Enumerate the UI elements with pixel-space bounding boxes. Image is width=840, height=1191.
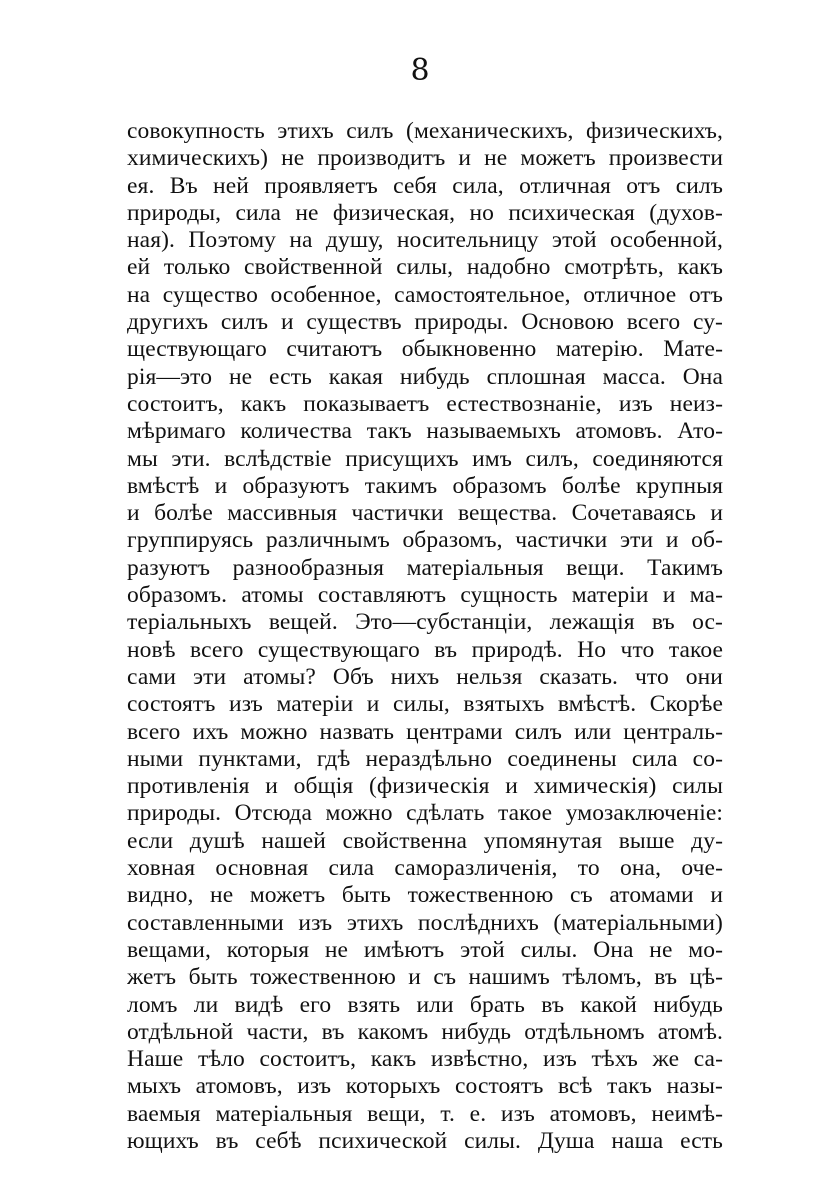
- text-line: на существо особенное, самостоятельное, отличное отъ: [127, 281, 723, 308]
- text-line: составленными изъ этихъ послѣднихъ (матеріальными): [127, 909, 723, 936]
- text-line: ломъ ли видѣ его взять или брать въ какой нибудь: [127, 991, 723, 1018]
- text-line: всего ихъ можно назвать центрами силъ или централь-: [127, 718, 723, 745]
- text-line: природы, сила не физическая, но психическая (духов-: [127, 199, 723, 226]
- text-line: Наше тѣло состоитъ, какъ извѣстно, изъ тѣхъ же са-: [127, 1046, 723, 1073]
- text-line: ществующаго считаютъ обыкновенно матерію. Мате-: [127, 336, 723, 363]
- text-line: отдѣльной части, въ какомъ нибудь отдѣльномъ атомѣ.: [127, 1018, 723, 1045]
- body-text: [127, 118, 723, 1155]
- text-line: ей только свойственной силы, надобно смотрѣть, какъ: [127, 254, 723, 281]
- text-line: ная). Поэтому на душу, носительницу этой особенной,: [127, 227, 723, 254]
- text-line: мы эти. вслѣдствіе присущихъ имъ силъ, соединяются: [127, 445, 723, 472]
- text-line: и болѣе массивныя частички вещества. Сочетаваясь и: [127, 500, 723, 527]
- text-line: сами эти атомы? Объ нихъ нельзя сказать. что они: [127, 663, 723, 690]
- text-line: состоитъ, какъ показываетъ естествознаніе, изъ неиз-: [127, 390, 723, 417]
- text-line: противленія и общія (физическія и химическія) силы: [127, 773, 723, 800]
- text-line: ховная основная сила саморазличенія, то она, оче-: [127, 855, 723, 882]
- text-line: вещами, которыя не имѣютъ этой силы. Она не мо-: [127, 936, 723, 963]
- text-line: жетъ быть тожественною и съ нашимъ тѣломъ, въ цѣ-: [127, 964, 723, 991]
- text-line: химическихъ) не производитъ и не можетъ произвести: [127, 145, 723, 172]
- text-line: новѣ всего существующаго въ природѣ. Но что такое: [127, 636, 723, 663]
- text-line: ваемыя матеріальныя вещи, т. е. изъ атомовъ, неимѣ-: [127, 1100, 723, 1127]
- text-line: вмѣстѣ и образуютъ такимъ образомъ болѣе крупныя: [127, 472, 723, 499]
- text-line: рія—это не есть какая нибудь сплошная масса. Она: [127, 363, 723, 390]
- text-line: совокупность этихъ силъ (механическихъ, физическихъ,: [127, 118, 723, 144]
- page-number: 8: [410, 53, 430, 88]
- text-line: ея. Въ ней проявляетъ себя сила, отличная отъ силъ: [127, 172, 723, 199]
- text-line: группируясь различнымъ образомъ, частички эти и об-: [127, 527, 723, 554]
- text-line: мѣримаго количества такъ называемыхъ атомовъ. Ато-: [127, 418, 723, 445]
- text-line: ющихъ въ себѣ психической силы. Душа наша есть: [127, 1127, 723, 1154]
- text-line: природы. Отсюда можно сдѣлать такое умозаключеніе:: [127, 800, 723, 827]
- text-line: образомъ. атомы составляютъ сущность матеріи и ма-: [127, 582, 723, 609]
- text-line: другихъ силъ и существъ природы. Основою всего су-: [127, 309, 723, 336]
- text-line: разуютъ разнообразныя матеріальныя вещи. Такимъ: [127, 554, 723, 581]
- text-line: если душѣ нашей свойственна упомянутая выше ду-: [127, 827, 723, 854]
- text-line: состоятъ изъ матеріи и силы, взятыхъ вмѣстѣ. Скорѣе: [127, 691, 723, 718]
- text-line: ными пунктами, гдѣ нераздѣльно соединены сила со-: [127, 745, 723, 772]
- text-line: видно, не можетъ быть тожественною съ атомами и: [127, 882, 723, 909]
- text-line: мыхъ атомовъ, изъ которыхъ состоятъ всѣ такъ назы-: [127, 1073, 723, 1100]
- text-line: теріальныхъ вещей. Это—субстанціи, лежащія въ ос-: [127, 609, 723, 636]
